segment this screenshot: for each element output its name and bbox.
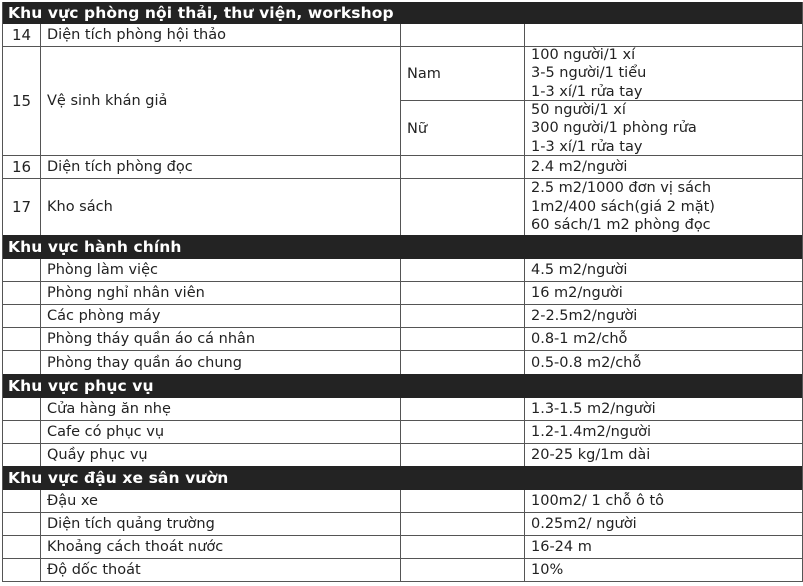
item-value: 1.2-1.4m2/người — [531, 424, 652, 440]
item-name: Phòng tháy quần áo cá nhân — [41, 328, 401, 350]
row-number: 14 — [3, 24, 41, 46]
section-header-parking: Khu vực đậu xe sân vườn — [3, 466, 802, 490]
item-name: Quầy phục vụ — [41, 444, 401, 466]
row-number — [3, 351, 41, 374]
row-number — [3, 513, 41, 535]
item-name: Cửa hàng ăn nhẹ — [41, 398, 401, 420]
item-value: 2-2.5m2/người — [531, 308, 638, 324]
item-name: Phòng nghỉ nhân viên — [41, 282, 401, 304]
row-number: 17 — [3, 179, 41, 235]
row-number — [3, 536, 41, 558]
item-value: 4.5 m2/người — [531, 262, 628, 278]
value-line: 60 sách/1 m2 phòng đọc — [531, 217, 711, 234]
item-value — [525, 101, 802, 156]
item-subcategory — [401, 490, 525, 512]
item-name: Cafe có phục vụ — [41, 421, 401, 443]
row-number — [3, 398, 41, 420]
item-name: Khoảng cách thoát nước — [41, 536, 401, 558]
row-number — [3, 305, 41, 327]
table-row — [3, 421, 802, 444]
item-value: 16 m2/người — [531, 285, 623, 301]
section-header-admin: Khu vực hành chính — [3, 235, 802, 259]
item-name: Vệ sinh khán giả — [41, 47, 401, 155]
item-subcategory — [401, 398, 525, 420]
item-value — [525, 179, 802, 235]
gender-label: Nam — [401, 47, 525, 100]
row-number — [3, 328, 41, 350]
item-subcategory — [401, 536, 525, 558]
item-subcategory — [401, 24, 525, 46]
item-name: Độ dốc thoát — [41, 559, 401, 581]
table-row — [3, 24, 802, 47]
item-name: Đậu xe — [41, 490, 401, 512]
item-subcategory — [401, 328, 525, 350]
table-row — [3, 490, 802, 513]
row-number — [3, 282, 41, 304]
section-header-service: Khu vực phục vụ — [3, 374, 802, 398]
table-row — [3, 156, 802, 179]
row-number: 15 — [3, 47, 41, 155]
table-row — [3, 536, 802, 559]
item-subcategory — [401, 559, 525, 581]
value-line: 100 người/1 xí — [531, 46, 636, 63]
item-subcategory — [401, 282, 525, 304]
item-name: Diện tích quảng trường — [41, 513, 401, 535]
item-name: Kho sách — [41, 179, 401, 235]
item-subcategory — [401, 351, 525, 374]
standards-table — [2, 2, 803, 582]
value-line: 2.5 m2/1000 đơn vị sách — [531, 180, 712, 197]
sub-row-male — [401, 47, 802, 101]
value-line: 50 người/1 xí — [531, 101, 626, 118]
row-number — [3, 421, 41, 443]
item-value: 16-24 m — [531, 539, 592, 555]
item-subcategory — [401, 444, 525, 466]
table-row — [3, 282, 802, 305]
item-value — [525, 47, 802, 100]
table-row — [3, 305, 802, 328]
value-line: 3-5 người/1 tiểu — [531, 65, 647, 82]
row-number: 16 — [3, 156, 41, 178]
item-value: 1.3-1.5 m2/người — [531, 401, 656, 417]
table-row — [3, 328, 802, 351]
section-header-library: Khu vực phòng nội thải, thư viện, workshop — [3, 2, 802, 24]
table-row — [3, 179, 802, 235]
item-subcategory — [401, 179, 525, 235]
row-number — [3, 444, 41, 466]
value-line: 1-3 xí/1 rửa tay — [531, 83, 643, 100]
row-number — [3, 490, 41, 512]
table-row — [3, 559, 802, 581]
value-line: 300 người/1 phòng rửa — [531, 120, 697, 137]
item-value — [525, 24, 802, 46]
sub-row-female — [401, 101, 802, 156]
item-subcategory — [401, 156, 525, 178]
item-name: Diện tích phòng hội thảo — [41, 24, 401, 46]
item-name: Các phòng máy — [41, 305, 401, 327]
item-subcategory — [401, 259, 525, 281]
item-subcategory — [401, 421, 525, 443]
gender-label: Nữ — [401, 101, 525, 156]
table-row — [3, 398, 802, 421]
item-value: 100m2/ 1 chỗ ô tô — [531, 493, 665, 509]
item-value: 2.4 m2/người — [531, 159, 628, 175]
item-subcategory — [401, 513, 525, 535]
value-line: 1-3 xí/1 rửa tay — [531, 138, 643, 155]
table-row — [3, 444, 802, 466]
item-value: 0.25m2/ người — [531, 516, 637, 532]
item-value: 20-25 kg/1m dài — [531, 447, 651, 463]
row-number — [3, 259, 41, 281]
table-row — [3, 513, 802, 536]
row-number — [3, 559, 41, 581]
item-value: 0.8-1 m2/chỗ — [531, 331, 628, 347]
item-name: Phòng làm việc — [41, 259, 401, 281]
table-row — [3, 47, 802, 156]
item-subcategory — [401, 305, 525, 327]
table-row — [3, 259, 802, 282]
item-name: Diện tích phòng đọc — [41, 156, 401, 178]
value-line: 1m2/400 sách(giá 2 mặt) — [531, 198, 715, 215]
table-row — [3, 351, 802, 374]
item-value: 0.5-0.8 m2/chỗ — [531, 354, 642, 371]
item-value: 10% — [531, 562, 564, 578]
item-name: Phòng thay quần áo chung — [41, 351, 401, 374]
